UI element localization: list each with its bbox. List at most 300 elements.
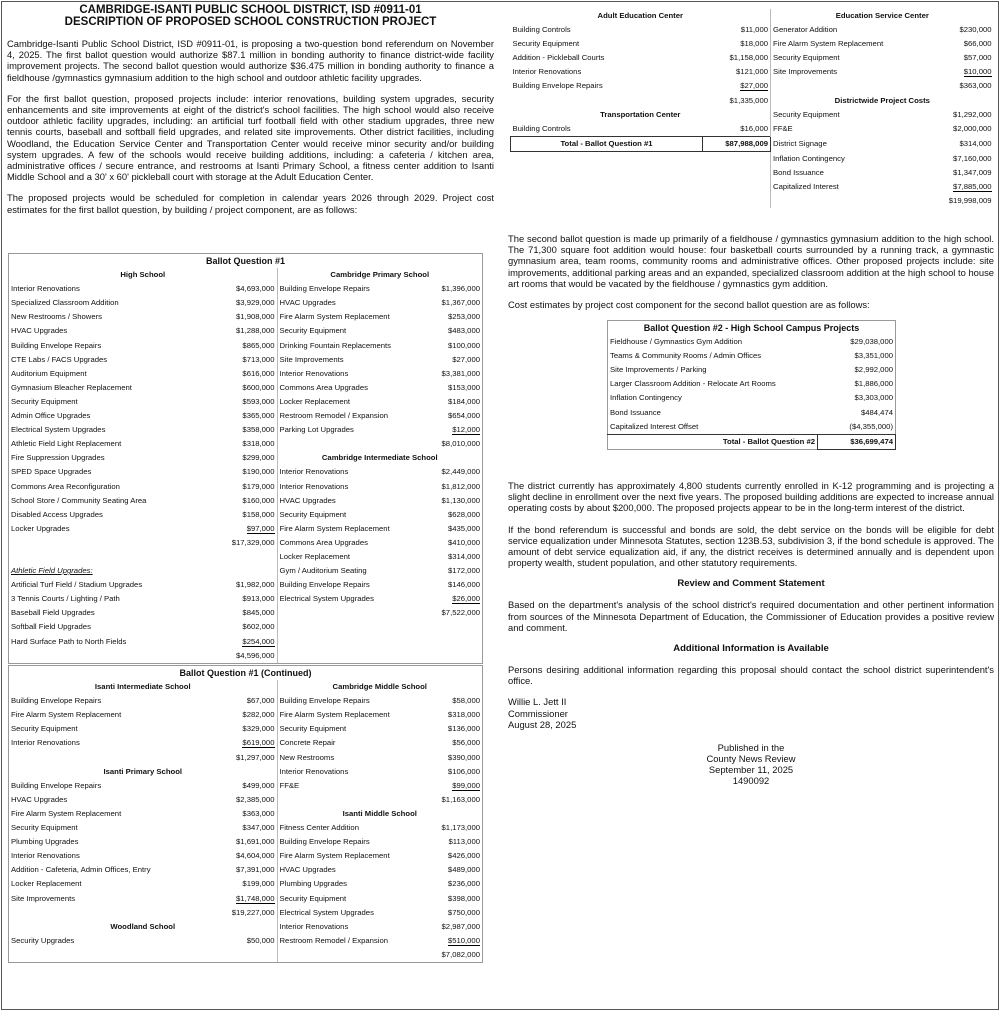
item-label: Fieldhouse / Gymnastics Gym Addition bbox=[610, 337, 743, 347]
table-row bbox=[608, 363, 896, 377]
table-title: Ballot Question #1 (Continued) bbox=[179, 668, 312, 678]
table-cell bbox=[277, 620, 427, 634]
item-label: Security Equipment bbox=[11, 823, 78, 833]
item-label: Bond Issuance bbox=[610, 407, 661, 417]
section-header: Transportation Center bbox=[600, 109, 681, 119]
item-label: Interior Renovations bbox=[11, 738, 80, 748]
item-amount: $593,000 bbox=[242, 396, 275, 406]
item-label: Locker Upgrades bbox=[11, 523, 70, 533]
item-label: Security Upgrades bbox=[11, 935, 75, 945]
blank bbox=[277, 793, 427, 807]
item-label: Interior Renovations bbox=[277, 480, 427, 494]
signature-name: Willie L. Jett II bbox=[508, 696, 567, 708]
item-label: Interior Renovations bbox=[277, 367, 427, 381]
item-label: Admin Office Upgrades bbox=[11, 411, 91, 421]
item-label: Plumbing Upgrades bbox=[11, 837, 79, 847]
item-label: Security Equipment bbox=[277, 722, 427, 736]
item-label: District Signage bbox=[771, 136, 931, 151]
item-label: Security Equipment bbox=[11, 724, 78, 734]
item-amount: $67,000 bbox=[246, 696, 275, 706]
item-amount bbox=[427, 934, 482, 948]
cell-value: $510,000 bbox=[447, 935, 480, 945]
item-label: Commons Area Upgrades bbox=[277, 536, 427, 550]
section-total: $7,082,000 bbox=[441, 949, 480, 959]
table-row bbox=[9, 849, 482, 863]
table-cell bbox=[703, 180, 771, 194]
item-amount: $628,000 bbox=[447, 509, 481, 519]
table-cell bbox=[703, 194, 771, 208]
table-row bbox=[9, 906, 482, 920]
table-row bbox=[9, 708, 482, 722]
signature-date: August 28, 2025 bbox=[508, 718, 577, 730]
review-heading: Review and Comment Statement bbox=[677, 578, 825, 590]
item-label: Building Envelope Repairs bbox=[277, 282, 427, 296]
item-label: Interior Renovations bbox=[11, 851, 80, 861]
item-label: Security Equipment bbox=[277, 324, 427, 338]
section-total: $4,596,000 bbox=[236, 650, 275, 660]
item-label: Auditorium Equipment bbox=[11, 368, 87, 378]
table-row bbox=[511, 166, 994, 180]
item-amount: $1,347,009 bbox=[953, 168, 992, 178]
item-label: Addition - Cafeteria, Admin Offices, Entry bbox=[11, 865, 151, 875]
item-label: Athletic Field Light Replacement bbox=[11, 439, 122, 449]
section-header: Districtwide Project Costs bbox=[771, 94, 994, 108]
item-label: Specialized Classroom Addition bbox=[11, 298, 119, 308]
item-amount: $106,000 bbox=[447, 766, 480, 776]
cell-value: $12,000 bbox=[452, 425, 481, 435]
item-amount: $750,000 bbox=[447, 907, 480, 917]
table-row bbox=[9, 807, 482, 821]
table-cell bbox=[511, 180, 703, 194]
item-label: Interior Renovations bbox=[277, 765, 427, 779]
table-cell bbox=[511, 166, 703, 180]
item-amount: $4,604,000 bbox=[236, 851, 275, 861]
table-cell bbox=[511, 151, 703, 166]
item-amount: $57,000 bbox=[963, 53, 992, 63]
item-amount: $616,000 bbox=[242, 368, 275, 378]
item-amount bbox=[427, 423, 482, 437]
item-amount: $18,000 bbox=[740, 39, 769, 49]
table-row bbox=[511, 94, 994, 108]
blank bbox=[771, 79, 931, 93]
item-label: 3 Tennis Courts / Lighting / Path bbox=[11, 594, 120, 604]
item-label: HVAC Upgrades bbox=[277, 494, 427, 508]
item-amount: $16,000 bbox=[740, 123, 769, 133]
publication-id: 1490092 bbox=[732, 775, 770, 787]
item-label: Building Envelope Repairs bbox=[277, 578, 427, 592]
table-row bbox=[608, 321, 896, 336]
item-label: FF&E bbox=[277, 779, 427, 793]
item-label: Interior Renovations bbox=[11, 284, 80, 294]
table-row bbox=[9, 835, 482, 849]
item-label: FF&E bbox=[771, 122, 931, 137]
item-amount: $1,886,000 bbox=[854, 379, 894, 389]
item-label: Softball Field Upgrades bbox=[11, 622, 91, 632]
item-label: Building Envelope Repairs bbox=[277, 694, 427, 708]
item-amount: $1,396,000 bbox=[441, 284, 481, 294]
section-header: High School bbox=[120, 270, 166, 280]
table-row bbox=[608, 349, 896, 363]
item-amount: $2,000,000 bbox=[953, 124, 992, 133]
item-label: Electrical System Upgrades bbox=[277, 906, 427, 920]
item-amount: $121,000 bbox=[735, 67, 769, 77]
item-amount bbox=[703, 79, 771, 93]
table-row bbox=[608, 434, 896, 449]
debt-service-paragraph: If the bond referendum is successful and bonds are sold, the debt service on the bonds will be eligible for debt service equalization under Minnesota Statutes, section 123B.53, subdivision 3, if the bond schedule is approved. The amount of debt service equalization aid, if any, the district receives is determined annually and is dependent upon property wealth, student population, and other statutory requirements. bbox=[508, 523, 994, 569]
cell-value: $97,000 bbox=[246, 523, 275, 533]
blank bbox=[9, 550, 277, 564]
item-label: Concrete Repair bbox=[277, 736, 427, 750]
item-amount bbox=[209, 522, 277, 536]
table-row bbox=[608, 391, 896, 405]
item-amount: $1,158,000 bbox=[729, 53, 769, 63]
table-row bbox=[9, 948, 482, 962]
item-label: Restroom Remodel / Expansion bbox=[277, 409, 427, 423]
table-row bbox=[608, 420, 896, 435]
item-amount: $184,000 bbox=[447, 396, 481, 406]
item-label: Electrical System Upgrades bbox=[277, 592, 427, 606]
bq2-cost-intro: Cost estimates by project cost component for the second ballot question are as follows: bbox=[508, 299, 870, 311]
table-row bbox=[511, 37, 994, 51]
item-label: Site Improvements bbox=[11, 893, 76, 903]
item-label: Security Equipment bbox=[771, 51, 931, 65]
table-row bbox=[9, 282, 482, 296]
table-cell bbox=[427, 620, 482, 634]
item-amount: $654,000 bbox=[447, 411, 481, 421]
additional-info-heading: Additional Information is Available bbox=[673, 643, 829, 655]
cell-value: $27,000 bbox=[740, 81, 769, 91]
item-amount bbox=[209, 635, 277, 649]
item-amount: $1,173,000 bbox=[441, 823, 480, 833]
cell-value: $7,885,000 bbox=[953, 182, 992, 192]
item-label: Addition - Pickleball Courts bbox=[512, 53, 605, 63]
item-amount: $58,000 bbox=[452, 696, 480, 706]
item-label: Larger Classroom Addition - Relocate Art Rooms bbox=[610, 379, 776, 389]
item-amount: $7,391,000 bbox=[236, 865, 275, 875]
table-row bbox=[9, 578, 482, 592]
item-amount: $435,000 bbox=[447, 523, 481, 533]
item-label: Fitness Center Addition bbox=[277, 821, 427, 835]
item-label: Building Envelope Repairs bbox=[512, 81, 603, 91]
item-label: Inflation Contingency bbox=[610, 393, 682, 403]
athletic-header: Athletic Field Upgrades: bbox=[11, 566, 93, 576]
section-header: Woodland School bbox=[110, 921, 176, 931]
item-amount: $136,000 bbox=[447, 724, 480, 734]
item-amount: $318,000 bbox=[242, 439, 275, 449]
section-header: Education Service Center bbox=[771, 9, 994, 23]
table-row bbox=[9, 736, 482, 750]
table-cell bbox=[209, 948, 277, 962]
blank bbox=[277, 606, 427, 620]
item-label: HVAC Upgrades bbox=[277, 863, 427, 877]
table-row bbox=[511, 51, 994, 65]
item-amount: $236,000 bbox=[447, 879, 480, 889]
item-label: Plumbing Upgrades bbox=[277, 877, 427, 891]
item-amount: $845,000 bbox=[242, 608, 275, 618]
section-total: $17,329,000 bbox=[231, 537, 275, 547]
item-amount: $363,000 bbox=[242, 808, 275, 818]
item-amount: $713,000 bbox=[242, 354, 275, 364]
item-label: Baseball Field Upgrades bbox=[11, 608, 95, 618]
table-row bbox=[9, 564, 482, 578]
publication-name: County News Review bbox=[706, 753, 796, 765]
table-cell bbox=[511, 194, 703, 208]
published-in: Published in the bbox=[717, 742, 785, 754]
table-row bbox=[9, 666, 482, 680]
ballot-question-1-right-table bbox=[510, 9, 993, 208]
review-paragraph: Based on the department's analysis of the school district's required documentation and other pertinent information from sources of the Minnesota Department of Education, the Commissioner of Education provides a positive review and comment. bbox=[508, 599, 994, 633]
blank bbox=[9, 751, 209, 765]
item-amount: $66,000 bbox=[963, 39, 992, 49]
table-row bbox=[9, 877, 482, 891]
item-amount: $913,000 bbox=[242, 594, 275, 604]
item-amount: $2,992,000 bbox=[854, 365, 894, 375]
section-total: $1,297,000 bbox=[236, 752, 275, 762]
table-row bbox=[9, 296, 482, 310]
item-amount: $1,908,000 bbox=[236, 312, 275, 322]
item-label: Locker Replacement bbox=[11, 879, 82, 889]
item-label: Security Equipment bbox=[11, 396, 78, 406]
item-label: HVAC Upgrades bbox=[11, 794, 68, 804]
item-amount: $347,000 bbox=[242, 823, 275, 833]
item-amount: $499,000 bbox=[242, 780, 275, 790]
table-row bbox=[608, 406, 896, 420]
item-amount: $1,367,000 bbox=[441, 298, 481, 308]
item-amount: $489,000 bbox=[447, 865, 480, 875]
item-label: HVAC Upgrades bbox=[11, 326, 68, 336]
right-column-lower bbox=[508, 480, 994, 786]
item-amount: $318,000 bbox=[447, 710, 480, 720]
item-label: Gym / Auditorium Seating bbox=[277, 564, 427, 578]
item-label: School Store / Community Seating Area bbox=[11, 495, 147, 505]
item-amount: $158,000 bbox=[242, 509, 275, 519]
item-amount: $1,130,000 bbox=[441, 495, 481, 505]
table-row bbox=[511, 136, 994, 151]
item-amount bbox=[427, 592, 482, 606]
item-label: Artificial Turf Field / Stadium Upgrades bbox=[11, 580, 143, 590]
table-row bbox=[9, 751, 482, 765]
left-column bbox=[7, 5, 494, 215]
additional-info-paragraph: Persons desiring additional information regarding this proposal should contact the school district superintendent's office. bbox=[508, 664, 994, 687]
item-amount: $113,000 bbox=[448, 837, 480, 847]
table-row bbox=[9, 409, 482, 423]
item-label: Interior Renovations bbox=[512, 67, 582, 77]
item-label: Hard Surface Path to North Fields bbox=[11, 636, 127, 646]
item-amount: $1,812,000 bbox=[441, 481, 481, 491]
item-amount: $1,691,000 bbox=[236, 837, 275, 847]
table-row bbox=[9, 592, 482, 606]
intro-paragraph-3: The proposed projects would be scheduled for completion in calendar years 2026 through 2029. Project cost estimates for the first ballot question, by building / project component, are as follows: bbox=[7, 192, 494, 215]
item-amount: $3,303,000 bbox=[854, 393, 894, 403]
item-amount: $2,987,000 bbox=[441, 921, 480, 931]
item-amount: $3,929,000 bbox=[236, 298, 275, 308]
item-label: Building Envelope Repairs bbox=[11, 340, 102, 350]
table-row bbox=[9, 494, 482, 508]
table-row bbox=[9, 395, 482, 409]
item-label: Fire Alarm System Replacement bbox=[771, 37, 931, 51]
cell-value: $99,000 bbox=[452, 780, 480, 790]
item-label: Parking Lot Upgrades bbox=[277, 423, 427, 437]
item-amount: $11,000 bbox=[740, 25, 769, 35]
blank bbox=[9, 906, 209, 920]
bq2-total-label: Total - Ballot Question #2 bbox=[608, 434, 818, 449]
item-amount bbox=[931, 180, 994, 194]
table-row bbox=[9, 620, 482, 634]
item-label: Security Equipment bbox=[512, 39, 580, 49]
item-label: Commons Area Reconfiguration bbox=[11, 481, 120, 491]
section-header: Isanti Primary School bbox=[103, 766, 183, 776]
item-label: New Restrooms bbox=[277, 751, 427, 765]
ballot-question-2-table bbox=[607, 320, 895, 450]
table-cell bbox=[703, 151, 771, 166]
item-amount: $1,288,000 bbox=[236, 326, 275, 336]
table-row bbox=[9, 381, 482, 395]
item-amount: $29,038,000 bbox=[850, 337, 894, 347]
blank bbox=[277, 437, 427, 451]
item-label: Fire Alarm System Replacement bbox=[277, 708, 427, 722]
bq2-description: The second ballot question is made up primarily of a fieldhouse / gymnastics gymnasium addition to the high school. The 71,300 square foot addition would house: four basketball courts surrounded by a running track, a gymnastic gymnasium area, team rooms, community rooms and administrative offices. Other proposed projects include: site improvements, additional parking areas and an expanded, specialized classroom addition at the high school to house art rooms that would be vacated by the fieldhouse / gymnastics gym addition. bbox=[508, 233, 994, 289]
item-amount: $160,000 bbox=[242, 495, 275, 505]
item-label: Site Improvements bbox=[277, 353, 427, 367]
item-label: Disabled Access Upgrades bbox=[11, 509, 103, 519]
item-label: Building Envelope Repairs bbox=[11, 696, 102, 706]
item-label: Capitalized Interest bbox=[771, 180, 931, 194]
item-label: Building Controls bbox=[512, 25, 571, 35]
enrollment-paragraph: The district currently has approximately 4,800 students currently enrolled in K-12 programming and is projecting a slight decline in enrollment over the next five years. The proposed building additions are expected to increase annual operating costs by about $200,000. The proposed projects appear to be in the long-term interest of the district. bbox=[508, 480, 994, 514]
item-amount bbox=[427, 779, 482, 793]
table-row bbox=[9, 680, 482, 694]
cell-value: $26,000 bbox=[452, 594, 481, 604]
cell-value: $254,000 bbox=[242, 636, 275, 646]
table-row bbox=[511, 180, 994, 194]
item-amount: $314,000 bbox=[959, 138, 992, 148]
section-header: Adult Education Center bbox=[597, 11, 683, 20]
item-amount: $602,000 bbox=[242, 622, 275, 632]
item-amount: $2,449,000 bbox=[441, 467, 481, 477]
table-title: Ballot Question #2 - High School Campus Projects bbox=[643, 323, 860, 333]
item-amount: $314,000 bbox=[447, 551, 481, 561]
item-amount: $179,000 bbox=[242, 481, 275, 491]
table-row bbox=[511, 194, 994, 208]
right-column bbox=[508, 233, 994, 310]
section-total: $1,163,000 bbox=[441, 794, 480, 804]
item-label: Building Envelope Repairs bbox=[277, 835, 427, 849]
item-label: Teams & Community Rooms / Admin Offices bbox=[610, 351, 762, 361]
item-label: HVAC Upgrades bbox=[277, 296, 427, 310]
cell-value: $10,000 bbox=[963, 67, 992, 77]
item-amount: $27,000 bbox=[452, 354, 481, 364]
item-amount: $153,000 bbox=[447, 382, 481, 392]
item-amount: $199,000 bbox=[242, 879, 275, 889]
item-label: Gymnasium Bleacher Replacement bbox=[11, 382, 132, 392]
table-row bbox=[9, 465, 482, 479]
item-label: Fire Alarm System Replacement bbox=[277, 310, 427, 324]
table-row bbox=[9, 694, 482, 708]
item-amount: $426,000 bbox=[447, 851, 480, 861]
item-amount: $100,000 bbox=[447, 340, 481, 350]
item-amount: $3,381,000 bbox=[441, 368, 481, 378]
item-label: CTE Labs / FACS Upgrades bbox=[11, 354, 108, 364]
ballot-question-1-continued-table bbox=[8, 665, 483, 963]
item-label: Interior Renovations bbox=[277, 465, 427, 479]
item-amount: $2,385,000 bbox=[236, 794, 275, 804]
item-amount: $484,474 bbox=[860, 407, 894, 417]
item-amount: $7,160,000 bbox=[953, 153, 992, 163]
section-total: $1,335,000 bbox=[729, 95, 769, 105]
item-amount: $1,982,000 bbox=[236, 580, 275, 590]
item-amount: $56,000 bbox=[452, 738, 480, 748]
item-amount: $329,000 bbox=[242, 724, 275, 734]
item-label: Fire Alarm System Replacement bbox=[277, 522, 427, 536]
item-label: Security Equipment bbox=[771, 108, 931, 122]
table-row bbox=[511, 151, 994, 166]
table-row bbox=[9, 367, 482, 381]
table-row bbox=[9, 606, 482, 620]
item-amount: $483,000 bbox=[447, 326, 481, 336]
table-title: Ballot Question #1 bbox=[206, 256, 286, 266]
item-label: Capitalized Interest Offset bbox=[610, 421, 699, 431]
table-row bbox=[9, 779, 482, 793]
item-amount bbox=[931, 65, 994, 79]
section-header: Isanti Intermediate School bbox=[94, 682, 191, 692]
section-header: Cambridge Middle School bbox=[277, 680, 482, 694]
publication-date: September 11, 2025 bbox=[708, 764, 794, 776]
item-amount: $398,000 bbox=[447, 893, 480, 903]
item-label: Security Equipment bbox=[277, 892, 427, 906]
section-header: Cambridge Intermediate School bbox=[277, 451, 482, 465]
item-amount: $172,000 bbox=[447, 566, 481, 576]
item-label: Fire Alarm System Replacement bbox=[11, 710, 122, 720]
table-row bbox=[9, 437, 482, 451]
section-total: $8,010,000 bbox=[441, 439, 481, 449]
item-amount: $230,000 bbox=[959, 25, 992, 35]
item-amount: $358,000 bbox=[242, 425, 275, 435]
title-line-1: CAMBRIDGE-ISANTI PUBLIC SCHOOL DISTRICT, ISD #0911-01 bbox=[79, 4, 422, 16]
item-label: SPED Space Upgrades bbox=[11, 467, 92, 477]
table-row bbox=[9, 649, 482, 663]
table-row bbox=[9, 550, 482, 564]
bq1-total-label: Total - Ballot Question #1 bbox=[511, 136, 703, 151]
table-row bbox=[9, 353, 482, 367]
item-amount: $4,693,000 bbox=[236, 284, 275, 294]
blank bbox=[9, 536, 209, 550]
item-label: Bond Issuance bbox=[771, 166, 931, 180]
table-row bbox=[608, 335, 896, 349]
item-label: Restroom Remodel / Expansion bbox=[277, 934, 427, 948]
section-header: Cambridge Primary School bbox=[277, 268, 482, 282]
item-amount bbox=[209, 892, 277, 906]
table-row bbox=[511, 79, 994, 93]
table-row bbox=[608, 377, 896, 391]
table-row bbox=[9, 892, 482, 906]
blank bbox=[9, 649, 209, 663]
table-row bbox=[9, 920, 482, 934]
ballot-question-1-table bbox=[8, 253, 483, 664]
item-label: Locker Replacement bbox=[277, 550, 427, 564]
title-line-2: DESCRIPTION OF PROPOSED SCHOOL CONSTRUCTION PROJECT bbox=[64, 15, 437, 28]
item-label: Commons Area Upgrades bbox=[277, 381, 427, 395]
section-total: $19,998,009 bbox=[948, 196, 992, 206]
blank bbox=[511, 94, 703, 108]
table-row bbox=[9, 522, 482, 536]
item-amount: $1,292,000 bbox=[953, 109, 992, 119]
table-cell bbox=[427, 649, 482, 663]
blank bbox=[277, 948, 427, 962]
table-cell bbox=[703, 166, 771, 180]
item-amount: ($4,355,000) bbox=[849, 421, 894, 431]
item-amount: $3,351,000 bbox=[854, 351, 894, 361]
item-amount: $410,000 bbox=[447, 537, 481, 547]
